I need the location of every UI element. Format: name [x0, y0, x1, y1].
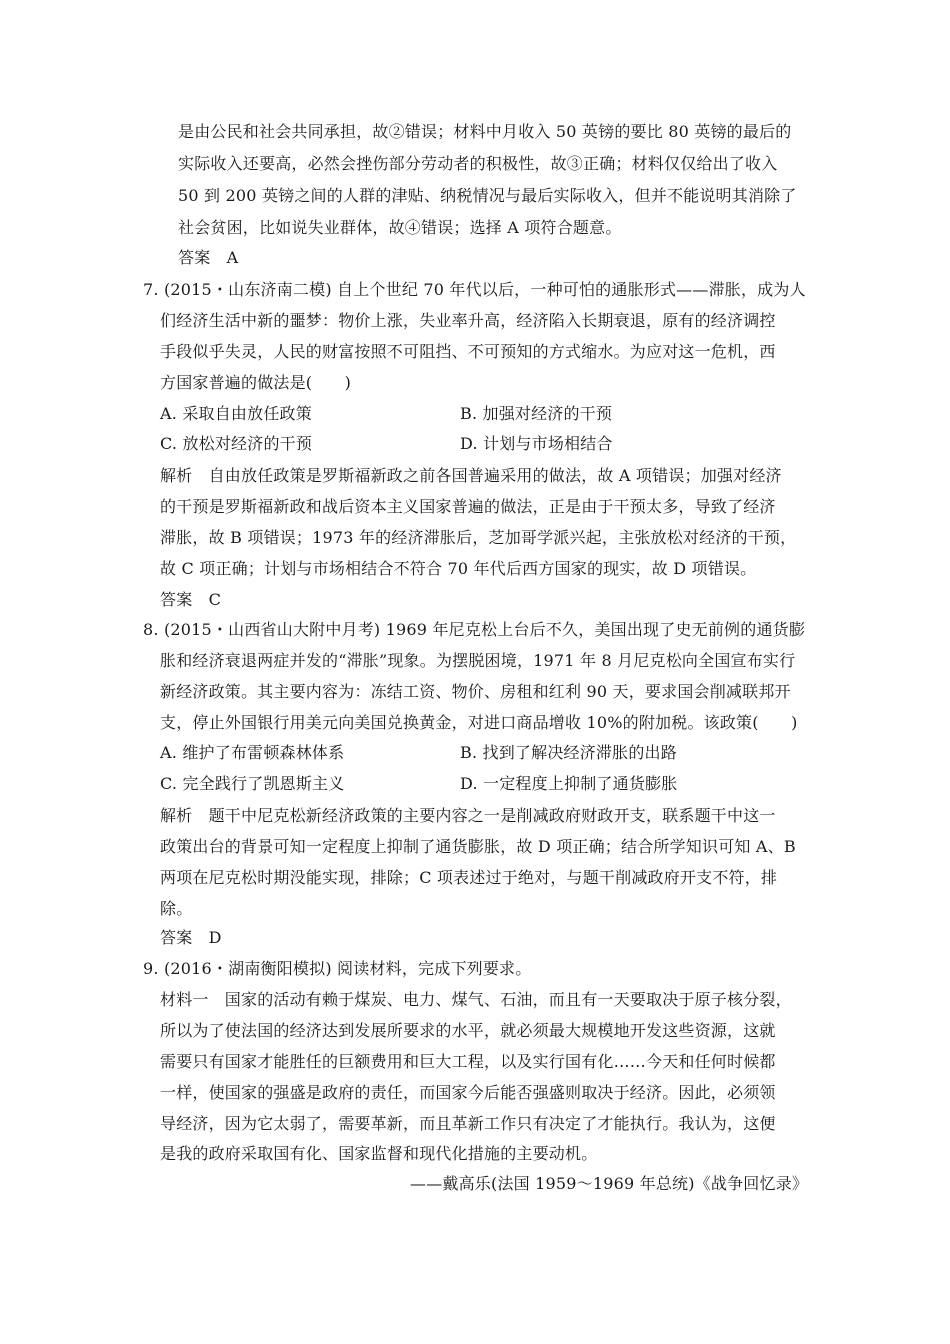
q9-material-line: 一样，使国家的强盛是政府的责任，而国家今后能否强盛则取决于经济。因此，必须领 — [160, 1083, 776, 1102]
q8-stem-line: 新经济政策。其主要内容为：冻结工资、物价、房租和红利 90 天，要求国会削减联邦开 — [160, 682, 791, 701]
q8-stem-line: 胀和经济衰退两症并发的“滞胀”现象。为摆脱困境，1971 年 8 月尼克松向全国宣布实行 — [160, 651, 796, 670]
q7-analysis-line: 滞胀，故 B 项错误；1973 年的经济滞胀后，芝加哥学派兴起，主张放松对经济的干预， — [160, 528, 797, 547]
q7-stem-line: 方国家普遍的做法是( ) — [160, 373, 352, 392]
q7-stem-line: 们经济生活中新的噩梦：物价上涨，失业率升高，经济陷入长期衰退，原有的经济调控 — [160, 311, 776, 330]
q8-option-b: B. 找到了解决经济滞胀的出路 — [460, 743, 677, 762]
q7-answer: 答案 C — [160, 590, 222, 609]
q9-stem: 9. (2016・湖南衡阳模拟) 阅读材料，完成下列要求。 — [143, 959, 532, 978]
q7-stem-line: 7. (2015・山东济南二模) 自上个世纪 70 年代以后，一种可怕的通胀形式——滞胀，成为人 — [143, 280, 806, 299]
q9-material-line: 需要只有国家才能胜任的巨额费用和巨大工程，以及实行国有化……今天和任何时候都 — [160, 1052, 776, 1071]
q7-analysis-line: 解析 自由放任政策是罗斯福新政之前各国普遍采用的做法，故 A 项错误；加强对经济 — [160, 466, 782, 485]
q6-analysis-line: 实际收入还要高，必然会挫伤部分劳动者的积极性，故③正确；材料仅仅给出了收入 — [178, 154, 778, 173]
q7-option-b: B. 加强对经济的干预 — [460, 404, 613, 423]
q8-option-a: A. 维护了布雷顿森林体系 — [160, 743, 345, 762]
q9-material-line: 是我的政府采取国有化、国家监督和现代化措施的主要动机。 — [160, 1144, 598, 1163]
q8-analysis-line: 除。 — [160, 899, 193, 918]
q6-analysis-line: 是由公民和社会共同承担，故②错误；材料中月收入 50 英镑的要比 80 英镑的最后的 — [178, 122, 792, 141]
q9-source-citation: ——戴高乐(法国 1959～1969 年总统)《战争回忆录》 — [410, 1174, 809, 1193]
q7-option-d: D. 计划与市场相结合 — [460, 434, 613, 453]
q8-analysis-line: 解析 题干中尼克松新经济政策的主要内容之一是削减政府财政开支，联系题干中这一 — [160, 806, 776, 825]
q9-material-line: 导经济，因为它太弱了，需要革新，而且革新工作只有决定了才能执行。我认为，这便 — [160, 1114, 776, 1133]
q8-stem-line: 8. (2015・山西省山大附中月考) 1969 年尼克松上台后不久，美国出现了史无前例的通货膨 — [143, 620, 806, 639]
q7-analysis-line: 故 C 项正确；计划与市场相结合不符合 70 年代后西方国家的现实，故 D 项错误。 — [160, 559, 757, 578]
q6-answer: 答案 A — [178, 248, 239, 267]
q8-analysis-line: 政策出台的背景可知一定程度上抑制了通货膨胀，故 D 项正确；结合所学知识可知 A、B — [160, 837, 796, 856]
q8-answer: 答案 D — [160, 928, 222, 947]
q7-option-a: A. 采取自由放任政策 — [160, 404, 312, 423]
q7-option-c: C. 放松对经济的干预 — [160, 434, 313, 453]
q9-material-line: 所以为了使法国的经济达到发展所要求的水平，就必须最大规模地开发这些资源，这就 — [160, 1021, 776, 1040]
q8-option-c: C. 完全践行了凯恩斯主义 — [160, 774, 345, 793]
q8-stem-line: 支，停止外国银行用美元向美国兑换黄金，对进口商品增收 10%的附加税。该政策( ) — [160, 713, 798, 732]
q9-material-line: 材料一 国家的活动有赖于煤炭、电力、煤气、石油，而且有一天要取决于原子核分裂， — [160, 990, 792, 1009]
q8-analysis-line: 两项在尼克松时期没能实现，排除；C 项表述过于绝对，与题干削减政府开支不符，排 — [160, 868, 778, 887]
q7-analysis-line: 的干预是罗斯福新政和战后资本主义国家普遍的做法，正是由于干预太多，导致了经济 — [160, 497, 776, 516]
q7-stem-line: 手段似乎失灵，人民的财富按照不可阻挡、不可预知的方式缩水。为应对这一危机，西 — [160, 342, 776, 361]
q6-analysis-line: 社会贫困，比如说失业群体，故④错误；选择 A 项符合题意。 — [178, 218, 622, 237]
q8-option-d: D. 一定程度上抑制了通货膨胀 — [460, 774, 678, 793]
q6-analysis-line: 50 到 200 英镑之间的人群的津贴、纳税情况与最后实际收入，但并不能说明其消除了 — [178, 186, 797, 205]
